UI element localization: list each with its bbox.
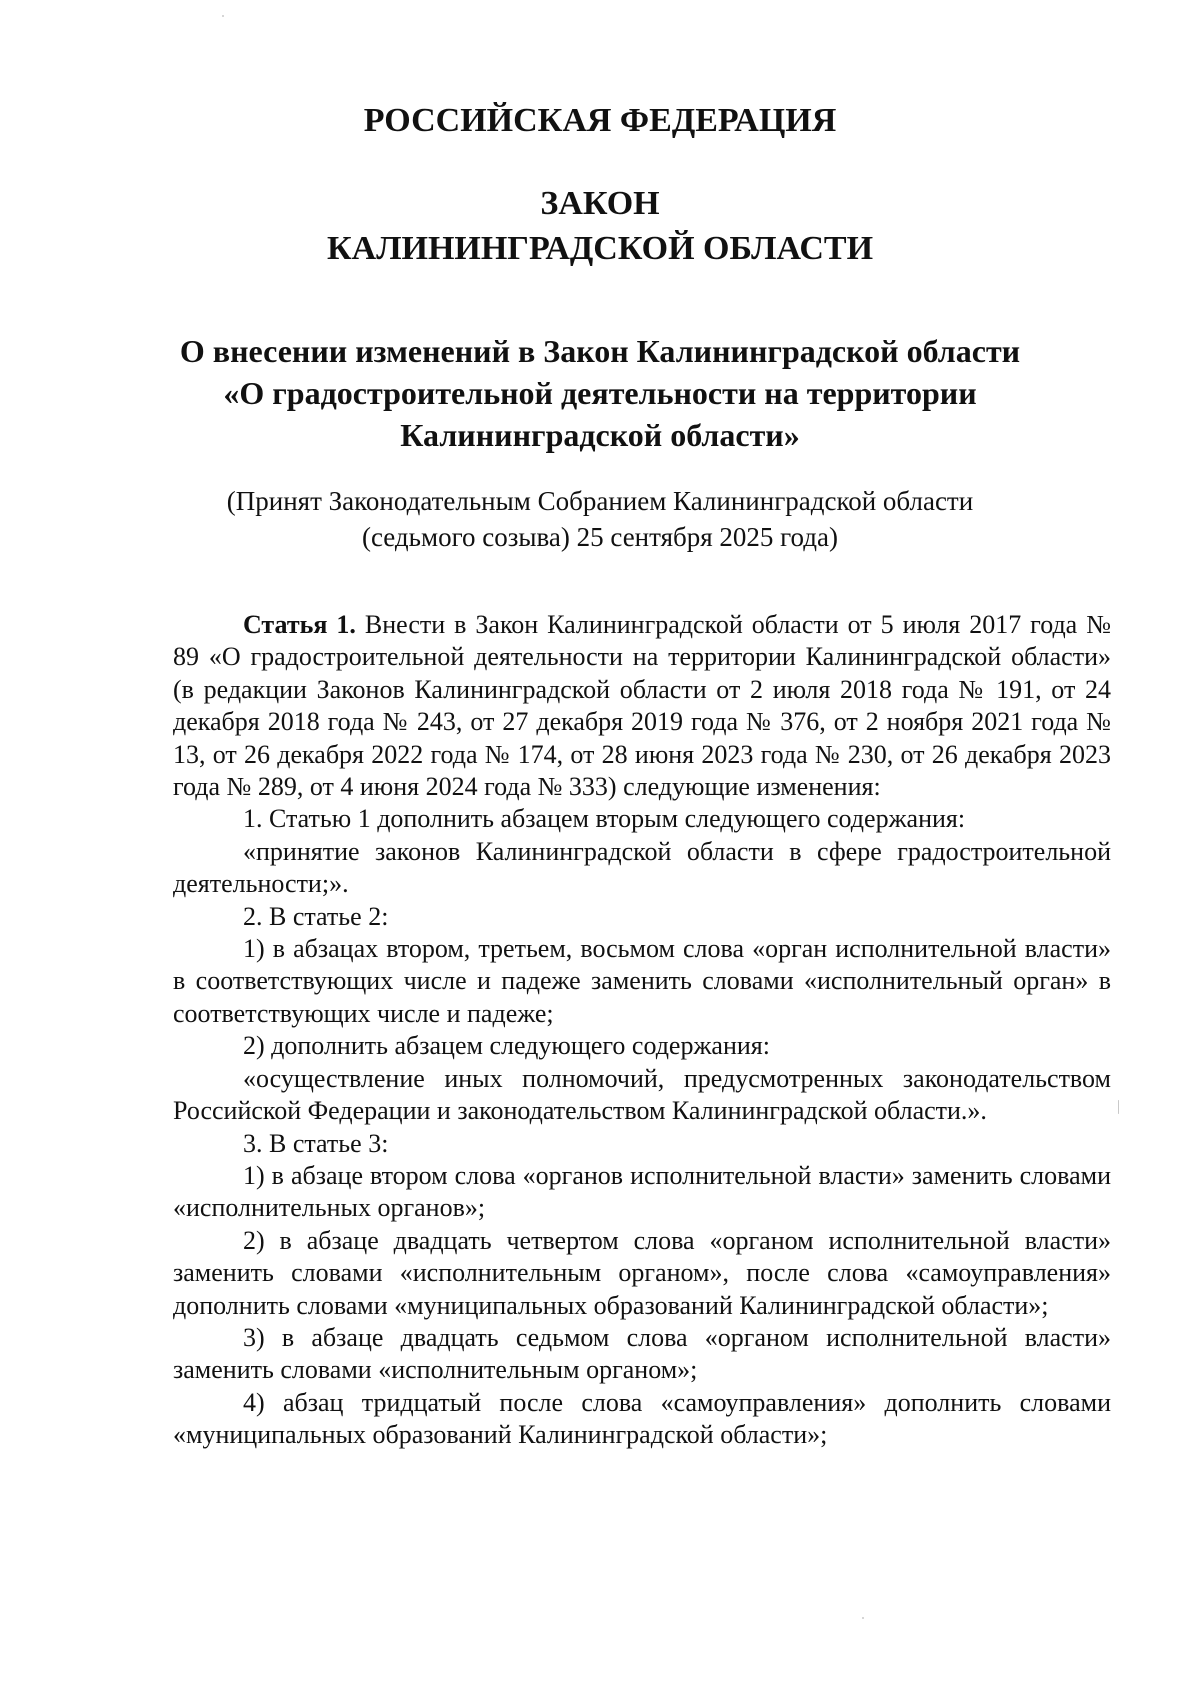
item-2-subitem-2: 2) дополнить абзацем следующего содержания: [243,1031,770,1061]
article-1 [173,609,1111,1452]
item-1-quote: «принятие законов Калининградской области в сфере градостроительной деятельности;». [173,836,1111,899]
item-3-subitem-1: 1) в абзаце втором слова «органов исполнительной власти» заменить словами «исполнительных органов»; [173,1160,1111,1223]
article-1-intro [173,609,1111,803]
adoption-note [0,483,1200,555]
item-2-subitem-2-quote: «осуществление иных полномочий, предусмотренных законодательством Российской Федерации и законодательством Калининградской области.». [173,1063,1111,1126]
item-3-subitem-4: 4) абзац тридцатый после слова «самоуправления» дополнить словами «муниципальных образований Калининградской области»; [173,1387,1111,1450]
item-3-subitem-3: 3) в абзаце двадцать седьмом слова «органом исполнительной власти» заменить словами «исполнительным органом»; [173,1322,1111,1385]
law-title-line-1: ЗАКОН [540,185,660,222]
federation-heading: РОССИЙСКАЯ ФЕДЕРАЦИЯ [363,102,837,139]
law-subject-line-2: «О градостроительной деятельности на территории [223,375,977,411]
article-1-label: Статья 1. [243,610,356,639]
article-1-intro-text: Внести в Закон Калининградской области от 5 июля 2017 года № 89 «О градостроительной деятельности на территории Калининградской области» (в редакции Законов Калининградской области от 2 июля 2018 года № 191, от 24 декабря 2018 года № 243, от 27 декабря 2019 года № 376, от 2 ноября 2021 года № 13, от 26 декабря 2022 года № 174, от 28 июня 2023 года № 230, от 26 декабря 2023 года № 289, от 4 июня 2024 года № 333) следующие изменения: [173,610,1112,802]
law-title [0,181,1200,271]
item-1: 1. Статью 1 дополнить абзацем вторым следующего содержания: [243,804,966,834]
scan-speck [862,1617,864,1619]
item-2: 2. В статье 2: [243,901,389,931]
adoption-note-line-2: (седьмого созыва) 25 сентября 2025 года) [362,522,838,552]
law-title-line-2: КАЛИНИНГРАДСКОЙ ОБЛАСТИ [326,230,874,267]
law-subject [0,330,1200,456]
item-3-subitem-2: 2) в абзаце двадцать четвертом слова «органом исполнительной власти» заменить словами «исполнительным органом», после слова «самоуправления» дополнить словами «муниципальных образований Калининградской области»; [173,1225,1111,1320]
scan-speck [222,15,224,17]
law-subject-line-1: О внесении изменений в Закон Калининградской области [179,333,1021,369]
item-3: 3. В статье 3: [243,1128,389,1158]
item-2-subitem-1: 1) в абзацах втором, третьем, восьмом слова «орган исполнительной власти» в соответствующих числе и падеже заменить словами «исполнительный орган» в соответствующих числе и падеже; [173,934,1111,1028]
scan-speck [1118,1100,1119,1114]
adoption-note-line-1: (Принят Законодательным Собранием Калининградской области [226,486,974,516]
law-subject-line-3: Калининградской области» [400,417,800,453]
